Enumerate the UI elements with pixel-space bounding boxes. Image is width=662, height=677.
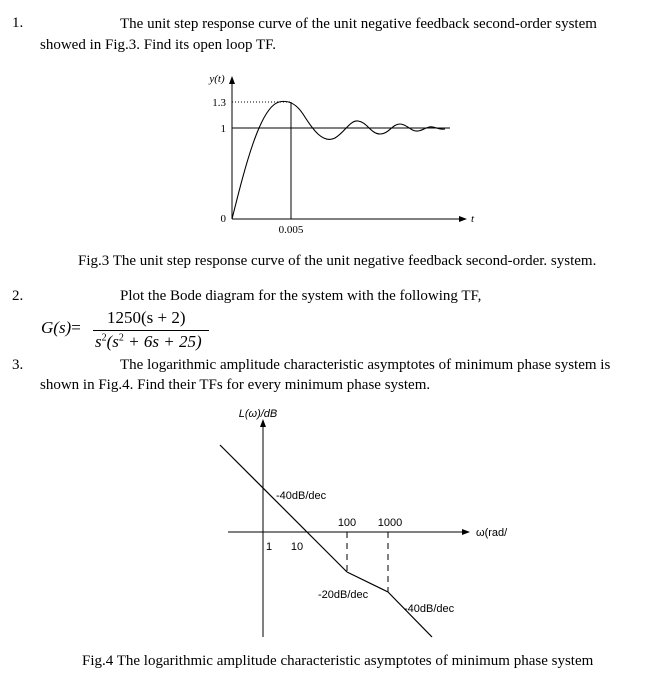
fig3-y-tick-0: 0 xyxy=(220,213,226,225)
formula-den-rest: + 6s + 25) xyxy=(123,332,202,351)
fig3-y-arrow xyxy=(229,76,235,84)
formula-denominator xyxy=(95,332,202,352)
fig4-tick-1: 1 xyxy=(265,541,273,553)
fig3-y-axis-label: y(t) xyxy=(209,73,225,85)
fig4-x-axis-label: ω(rad/ xyxy=(476,527,508,539)
fig3-step-response-chart xyxy=(195,72,485,242)
fig4-slope-label-1: -40dB/dec xyxy=(276,490,327,502)
fig3-x-axis-label: t xyxy=(471,213,475,225)
fig4-bode-asymptote-chart xyxy=(200,405,540,645)
fig4-x-arrow xyxy=(462,529,470,535)
fig4-y-axis-label: L(ω)/dB xyxy=(238,408,278,420)
problem-1-number: 1. xyxy=(12,15,24,31)
fig4-tick-10: 10 xyxy=(290,541,304,553)
formula-lhs xyxy=(41,318,81,338)
fig4-slope-label-3: -40dB/dec xyxy=(404,603,455,615)
fig3-caption: Fig.3 The unit step response curve of the unit negative feedback second-order. system. xyxy=(78,253,597,269)
formula-fraction-bar xyxy=(93,330,209,331)
formula-equals: = xyxy=(71,318,81,337)
problem-3-line1: The logarithmic amplitude characteristic asymptotes of minimum phase system is xyxy=(120,357,611,373)
formula-numerator: 1250(s + 2) xyxy=(107,308,186,327)
formula-den-open: (s xyxy=(106,332,119,351)
formula-den-exp: 2 xyxy=(101,332,107,344)
fig3-y-tick-1: 1 xyxy=(220,123,226,135)
problem-3-number: 3. xyxy=(12,357,24,373)
fig4-slope-label-2: -20dB/dec xyxy=(318,589,369,601)
fig4-asymptote-segment-1 xyxy=(220,445,347,572)
problem-2-number: 2. xyxy=(12,288,24,304)
problem-2-line1: Plot the Bode diagram for the system with the following TF, xyxy=(120,288,482,304)
formula-den-exp2: 2 xyxy=(118,332,124,344)
fig4-caption: Fig.4 The logarithmic amplitude characteristic asymptotes of minimum phase system xyxy=(82,653,594,669)
fig3-response-curve xyxy=(232,101,445,219)
fig4-tick-100: 100 xyxy=(337,517,357,529)
fig4-y-arrow xyxy=(260,419,266,427)
fig3-x-tick-peak-time: 0.005 xyxy=(278,224,304,236)
fig4-tick-1000: 1000 xyxy=(377,517,403,529)
formula-lhs-text: G(s) xyxy=(41,318,72,337)
problem-1-line2: showed in Fig.3. Find its open loop TF. xyxy=(40,37,277,53)
problem-3-line2: shown in Fig.4. Find their TFs for every minimum phase system. xyxy=(40,377,431,393)
fig3-y-tick-1.3: 1.3 xyxy=(212,97,226,109)
problem-1-line1: The unit step response curve of the unit negative feedback second-order system xyxy=(120,16,597,32)
formula-den-s: s xyxy=(95,332,102,351)
fig3-x-arrow xyxy=(459,216,467,222)
